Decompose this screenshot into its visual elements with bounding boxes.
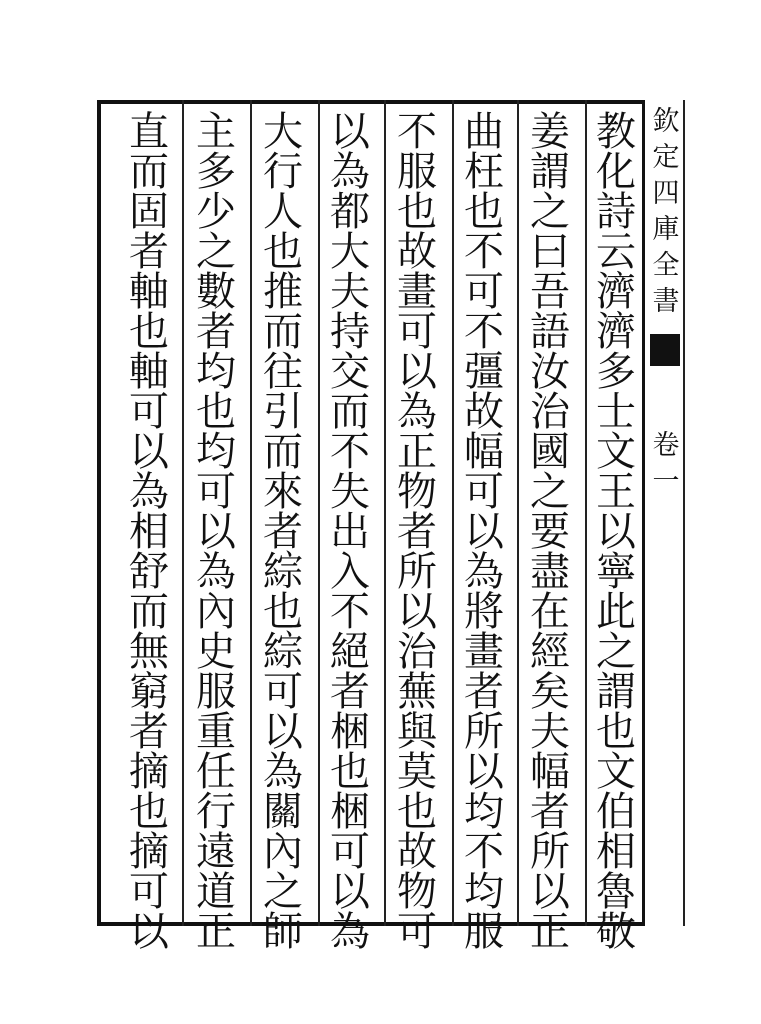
text-column-3 (456, 109, 512, 955)
text-column-4 (389, 109, 445, 955)
glyph: 之 (530, 189, 570, 235)
glyph: 正 (196, 909, 236, 955)
glyph: 引 (263, 389, 303, 435)
glyph: 故 (397, 229, 437, 275)
glyph: 謂 (596, 669, 636, 715)
glyph: 多 (196, 149, 236, 195)
glyph: 畫 (397, 269, 437, 315)
glyph: 軸 (129, 269, 169, 315)
glyph: 內 (196, 589, 236, 635)
glyph: 內 (263, 829, 303, 875)
column-rule (517, 100, 519, 926)
glyph: 可 (464, 469, 504, 515)
glyph: 為 (330, 909, 370, 955)
glyph: 大 (330, 229, 370, 275)
glyph: 敬 (596, 909, 636, 955)
glyph: 者 (330, 669, 370, 715)
glyph: 者 (263, 509, 303, 555)
glyph: 師 (263, 909, 303, 955)
glyph: 莫 (397, 749, 437, 795)
glyph: 也 (196, 389, 236, 435)
glyph: 詩 (596, 189, 636, 235)
glyph: 也 (330, 749, 370, 795)
glyph: 者 (129, 229, 169, 275)
glyph: 持 (330, 309, 370, 355)
text-column-1 (588, 109, 644, 955)
glyph: 相 (129, 509, 169, 555)
glyph: 重 (196, 709, 236, 755)
glyph: 語 (530, 309, 570, 355)
glyph: 吾 (530, 269, 570, 315)
glyph: 以 (530, 869, 570, 915)
glyph: 以 (397, 349, 437, 395)
glyph: 可 (263, 669, 303, 715)
glyph: 所 (397, 549, 437, 595)
glyph: 此 (596, 589, 636, 635)
glyph: 所 (530, 829, 570, 875)
glyph: 夫 (530, 709, 570, 755)
glyph: 直 (129, 109, 169, 155)
glyph: 也 (129, 789, 169, 835)
glyph: 行 (196, 789, 236, 835)
glyph: 者 (464, 669, 504, 715)
glyph: 為 (263, 749, 303, 795)
glyph: 失 (330, 469, 370, 515)
glyph: 以 (129, 909, 169, 955)
glyph: 任 (196, 749, 236, 795)
glyph: 遠 (196, 829, 236, 875)
glyph: 矣 (530, 669, 570, 715)
glyph: 物 (397, 469, 437, 515)
glyph: 正 (397, 429, 437, 475)
glyph: 欽 (652, 106, 680, 137)
glyph: 可 (129, 389, 169, 435)
glyph: 主 (196, 109, 236, 155)
glyph: 不 (330, 429, 370, 475)
text-column-6 (255, 109, 311, 955)
glyph: 大 (263, 109, 303, 155)
glyph: 以 (596, 509, 636, 555)
glyph: 夫 (330, 269, 370, 315)
glyph: 為 (196, 549, 236, 595)
glyph: 將 (464, 589, 504, 635)
column-rule (182, 100, 184, 926)
glyph: 之 (263, 869, 303, 915)
glyph: 伯 (596, 789, 636, 835)
glyph: 均 (196, 349, 236, 395)
glyph: 定 (652, 142, 680, 173)
glyph: 文 (596, 749, 636, 795)
glyph: 化 (596, 149, 636, 195)
glyph: 道 (196, 869, 236, 915)
glyph: 士 (596, 389, 636, 435)
glyph: 寧 (596, 549, 636, 595)
glyph: 之 (530, 469, 570, 515)
glyph: 以 (196, 509, 236, 555)
glyph: 均 (464, 869, 504, 915)
glyph: 可 (464, 269, 504, 315)
glyph: 出 (330, 509, 370, 555)
glyph: 治 (530, 389, 570, 435)
glyph: 服 (464, 909, 504, 955)
column-rule (585, 100, 587, 926)
glyph: 彊 (464, 349, 504, 395)
glyph: 也 (397, 789, 437, 835)
glyph: 梱 (330, 789, 370, 835)
glyph: 為 (129, 469, 169, 515)
glyph: 關 (263, 789, 303, 835)
glyph: 不 (397, 109, 437, 155)
glyph: 窮 (129, 669, 169, 715)
text-column-7 (188, 109, 244, 955)
glyph: 濟 (596, 269, 636, 315)
glyph: 行 (263, 149, 303, 195)
glyph: 不 (330, 589, 370, 635)
glyph: 之 (596, 629, 636, 675)
glyph: 云 (596, 229, 636, 275)
glyph: 四 (652, 178, 680, 209)
glyph: 交 (330, 349, 370, 395)
column-rule (250, 100, 252, 926)
fish-tail-mark (650, 334, 680, 366)
glyph: 推 (263, 269, 303, 315)
glyph: 而 (263, 309, 303, 355)
glyph: 曰 (530, 229, 570, 275)
glyph: 畫 (464, 629, 504, 675)
glyph: 庫 (652, 214, 680, 245)
glyph: 人 (263, 189, 303, 235)
glyph: 為 (397, 389, 437, 435)
glyph: 以 (397, 589, 437, 635)
glyph: 軸 (129, 349, 169, 395)
glyph: 可 (397, 909, 437, 955)
glyph: 相 (596, 829, 636, 875)
glyph: 以 (330, 109, 370, 155)
glyph: 姜 (530, 109, 570, 155)
glyph: 可 (330, 829, 370, 875)
glyph: 枉 (464, 149, 504, 195)
glyph: 一 (652, 466, 680, 497)
glyph: 謂 (530, 149, 570, 195)
glyph: 濟 (596, 309, 636, 355)
glyph: 絕 (330, 629, 370, 675)
glyph: 而 (263, 429, 303, 475)
glyph: 也 (596, 709, 636, 755)
glyph: 來 (263, 469, 303, 515)
glyph: 以 (263, 709, 303, 755)
glyph: 摘 (129, 749, 169, 795)
glyph: 汝 (530, 349, 570, 395)
glyph: 盡 (530, 549, 570, 595)
column-rule (452, 100, 454, 926)
glyph: 之 (196, 229, 236, 275)
glyph: 要 (530, 509, 570, 555)
text-column-2 (522, 109, 578, 955)
glyph: 不 (464, 309, 504, 355)
glyph: 文 (596, 429, 636, 475)
glyph: 也 (129, 309, 169, 355)
glyph: 也 (263, 589, 303, 635)
glyph: 往 (263, 349, 303, 395)
glyph: 經 (530, 629, 570, 675)
glyph: 國 (530, 429, 570, 475)
glyph: 也 (397, 189, 437, 235)
glyph: 為 (330, 149, 370, 195)
glyph: 幅 (530, 749, 570, 795)
glyph: 以 (464, 509, 504, 555)
glyph: 者 (196, 309, 236, 355)
glyph: 而 (129, 149, 169, 195)
glyph: 少 (196, 189, 236, 235)
glyph: 以 (464, 749, 504, 795)
glyph: 故 (397, 829, 437, 875)
glyph: 而 (330, 389, 370, 435)
text-column-5 (322, 109, 378, 955)
glyph: 可 (129, 869, 169, 915)
glyph: 以 (129, 429, 169, 475)
glyph: 都 (330, 189, 370, 235)
glyph: 可 (196, 469, 236, 515)
glyph: 綜 (263, 629, 303, 675)
glyph: 治 (397, 629, 437, 675)
glyph: 也 (263, 229, 303, 275)
glyph: 多 (596, 349, 636, 395)
column-rule (384, 100, 386, 926)
glyph: 正 (530, 909, 570, 955)
glyph: 摘 (129, 829, 169, 875)
glyph: 為 (464, 549, 504, 595)
glyph: 無 (129, 629, 169, 675)
glyph: 入 (330, 549, 370, 595)
glyph: 魯 (596, 869, 636, 915)
glyph: 而 (129, 589, 169, 635)
glyph: 曲 (464, 109, 504, 155)
glyph: 蕪 (397, 669, 437, 715)
glyph: 教 (596, 109, 636, 155)
glyph: 卷 (652, 430, 680, 461)
glyph: 所 (464, 709, 504, 755)
glyph: 也 (464, 189, 504, 235)
glyph: 在 (530, 589, 570, 635)
glyph: 以 (330, 869, 370, 915)
glyph: 全 (652, 250, 680, 281)
glyph: 數 (196, 269, 236, 315)
glyph: 書 (652, 286, 680, 317)
glyph: 綜 (263, 549, 303, 595)
glyph: 物 (397, 869, 437, 915)
glyph: 不 (464, 229, 504, 275)
glyph: 者 (530, 789, 570, 835)
glyph: 幅 (464, 429, 504, 475)
glyph: 服 (397, 149, 437, 195)
glyph: 固 (129, 189, 169, 235)
glyph: 服 (196, 669, 236, 715)
text-column-8 (121, 109, 177, 955)
glyph: 故 (464, 389, 504, 435)
glyph: 與 (397, 709, 437, 755)
glyph: 者 (129, 709, 169, 755)
glyph: 均 (196, 429, 236, 475)
glyph: 可 (397, 309, 437, 355)
glyph: 梱 (330, 709, 370, 755)
glyph: 者 (397, 509, 437, 555)
glyph: 不 (464, 829, 504, 875)
glyph: 史 (196, 629, 236, 675)
glyph: 王 (596, 469, 636, 515)
glyph: 舒 (129, 549, 169, 595)
margin-book-title (651, 104, 681, 320)
column-rule (318, 100, 320, 926)
glyph: 均 (464, 789, 504, 835)
margin-chapter-label (651, 428, 681, 500)
